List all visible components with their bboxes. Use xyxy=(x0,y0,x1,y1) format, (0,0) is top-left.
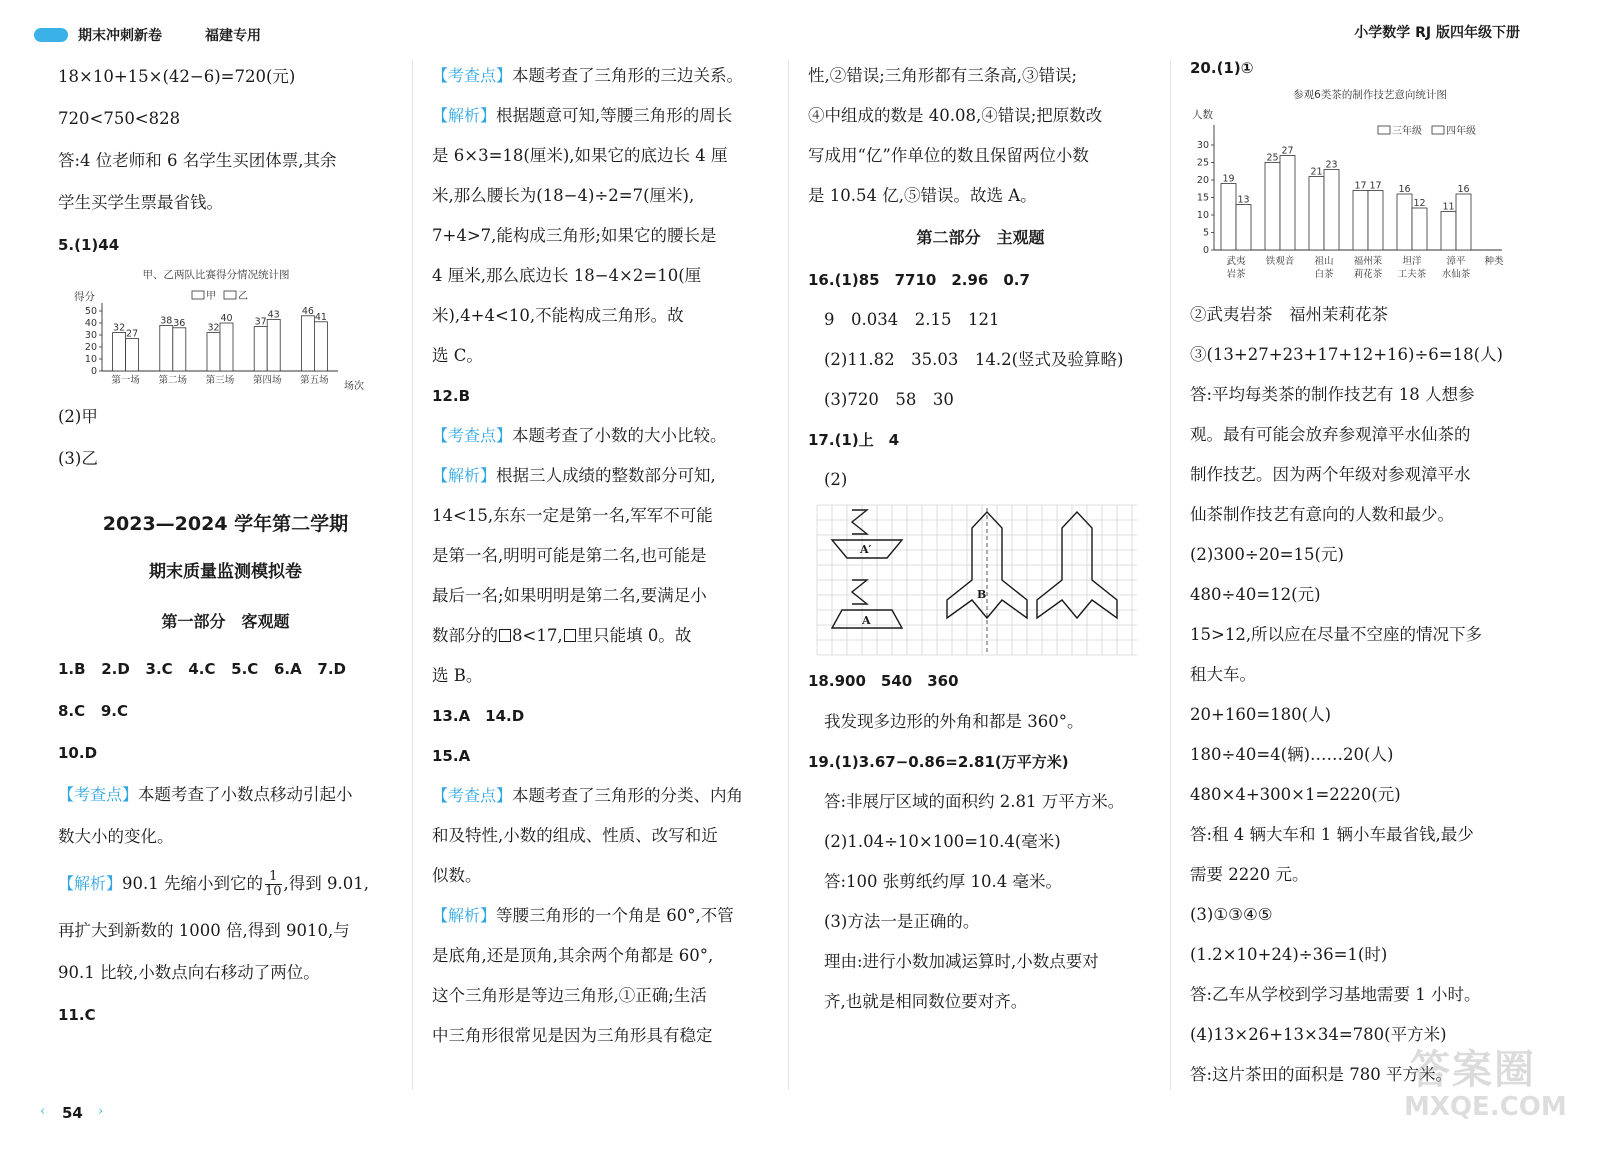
y-tick-label: 10 xyxy=(1196,210,1209,221)
text-line: 7+4>7,能构成三角形;如果它的腰长是 xyxy=(432,226,717,245)
column-2 xyxy=(432,56,772,1056)
y-tick-label: 20 xyxy=(1196,175,1209,186)
text-line: 480÷40=12(元) xyxy=(1190,585,1321,604)
data-label: 19 xyxy=(1222,173,1235,185)
text-line: (2)300÷20=15(元) xyxy=(1190,545,1344,564)
text-line: 是第一名,明明可能是第二名,也可能是 xyxy=(432,546,707,565)
text-line: (2) xyxy=(824,470,848,489)
bar-三年级 xyxy=(1353,191,1368,251)
category-label: 第五场 xyxy=(300,375,329,386)
question-5-2: (2)甲 xyxy=(58,407,98,426)
bar-甲 xyxy=(160,325,173,371)
text-line: 答:租 4 辆大车和 1 辆小车最省钱,最少 xyxy=(1190,825,1474,844)
text-line: 写成用“亿”作单位的数且保留两位小数 xyxy=(808,146,1089,165)
text-line: 选 B。 xyxy=(432,666,483,685)
data-label: 32 xyxy=(207,322,220,334)
tag-jiexi: 【解析】 xyxy=(58,874,123,893)
label-a-prime: A′ xyxy=(860,543,872,556)
y-tick-label: 25 xyxy=(1196,157,1209,169)
text-line: 90.1 比较,小数点向右移动了两位。 xyxy=(58,963,320,982)
answer: 9.C xyxy=(100,702,128,720)
watermark-url: MXQE.COM xyxy=(1404,1092,1567,1122)
data-label: 32 xyxy=(113,322,126,334)
category-label: 工夫茶 xyxy=(1397,269,1427,280)
bar-乙 xyxy=(220,323,233,371)
answer: 7.D xyxy=(317,660,347,678)
exam-name-title: 期末质量监测模拟卷 xyxy=(149,562,302,582)
text-line: 最后一名;如果明明是第二名,要满足小 xyxy=(432,586,707,605)
text-line: 理由:进行小数加减运算时,小数点要对 xyxy=(824,952,1099,971)
blank-box-icon xyxy=(499,629,511,642)
question-5: 5.(1)44 xyxy=(58,236,120,254)
text-line: 制作技艺。因为两个年级对参观漳平水 xyxy=(1190,465,1471,484)
answer: 8.C xyxy=(58,702,86,720)
bar-甲 xyxy=(207,333,220,371)
bar-乙 xyxy=(314,322,327,371)
data-label: 23 xyxy=(1325,159,1338,171)
category-label: 第一场 xyxy=(111,375,140,386)
text: 16.(1)85 7710 2.96 0.7 xyxy=(808,271,1030,289)
grid-figure xyxy=(812,500,1142,660)
watermark-text: 答案圈 xyxy=(1410,1047,1536,1093)
text-line xyxy=(432,776,772,816)
legend-swatch-jia xyxy=(192,291,204,299)
text: ,得到 9.01, xyxy=(283,874,370,893)
text-line xyxy=(432,616,772,656)
flag-shape-lower xyxy=(852,580,867,604)
text: 本题考查了三角形的三边关系。 xyxy=(512,66,744,85)
data-label: 16 xyxy=(1457,184,1470,195)
answer: 6.A xyxy=(274,660,302,678)
text-line xyxy=(58,774,393,816)
text-line: 再扩大到新数的 1000 倍,得到 9010,与 xyxy=(58,921,350,940)
question-17-1: 17.(1)上 4 xyxy=(808,431,900,449)
fraction-denominator: 10 xyxy=(265,884,282,899)
text-line: ②武夷岩茶 福州茉莉花茶 xyxy=(1190,305,1388,324)
text: 8<17, xyxy=(512,626,563,645)
bar-甲 xyxy=(301,316,314,371)
legend-label-yi: 乙 xyxy=(238,291,248,302)
label-b: B xyxy=(977,588,987,601)
score-bar-chart xyxy=(66,266,366,396)
part-2-title: 第二部分 主观题 xyxy=(916,228,1045,247)
column-divider xyxy=(788,60,789,1090)
legend-swatch-yi xyxy=(224,291,236,299)
data-label: 21 xyxy=(1310,166,1323,178)
category-label: 第三场 xyxy=(205,375,235,386)
text-line: 学生买学生票最省钱。 xyxy=(58,193,223,212)
text-line: 和及特性,小数的组成、性质、改写和近 xyxy=(432,826,718,845)
y-tick-label: 5 xyxy=(1202,227,1209,239)
answer: 5.C xyxy=(231,660,259,678)
text-line: 480×4+300×1=2220(元) xyxy=(1190,785,1401,804)
blank-box-icon xyxy=(564,629,576,642)
text-line: ③(13+27+23+17+12+16)÷6=18(人) xyxy=(1190,345,1503,364)
question-15: 15.A xyxy=(432,747,471,765)
data-label: 40 xyxy=(220,313,233,324)
question-12: 12.B xyxy=(432,387,471,405)
answers-row-1 xyxy=(58,648,393,690)
category-label: 坦洋 xyxy=(1402,256,1422,267)
tag-kaochadian: 【考查点】 xyxy=(432,426,513,445)
category-label: 水仙茶 xyxy=(1441,269,1471,280)
y-tick-label: 20 xyxy=(84,342,97,353)
answer: 2.D xyxy=(101,660,130,678)
text-line: 米,那么腰长为(18−4)÷2=7(厘米), xyxy=(432,186,695,205)
header-book-name: 小学数学 RJ 版四年级下册 xyxy=(1354,25,1520,41)
page-header xyxy=(0,22,1600,52)
fraction-numerator: 1 xyxy=(265,870,282,885)
next-page-icon: › xyxy=(98,1104,104,1119)
text-line: 数大小的变化。 xyxy=(58,827,174,846)
text-line: 中三角形很常见是因为三角形具有稳定 xyxy=(432,1026,713,1045)
text-line: 租大车。 xyxy=(1190,665,1256,684)
text-line: 答:这片茶田的面积是 780 平方米。 xyxy=(1190,1065,1453,1084)
text: 数部分的 xyxy=(432,626,498,645)
category-label: 铁观音 xyxy=(1265,256,1295,267)
text-line: 我发现多边形的外角和都是 360°。 xyxy=(824,712,1084,731)
question-16-1 xyxy=(808,260,1153,300)
data-label: 36 xyxy=(173,317,186,329)
page-number: 54 xyxy=(62,1104,83,1122)
flag-shape-upper xyxy=(852,510,867,534)
bar-四年级 xyxy=(1236,205,1251,251)
text-line: ④中组成的数是 40.08,④错误;把原数改 xyxy=(808,106,1103,125)
text: 根据题意可知,等腰三角形的周长 xyxy=(496,106,733,125)
text-line xyxy=(432,416,772,456)
y-tick-label: 10 xyxy=(84,354,97,365)
y-axis-label: 人数 xyxy=(1192,109,1213,121)
question-5-3: (3)乙 xyxy=(58,449,98,468)
bar-甲 xyxy=(113,333,126,371)
bar-乙 xyxy=(126,339,139,371)
bar-四年级 xyxy=(1368,191,1383,251)
fraction xyxy=(265,870,282,899)
text: 根据三人成绩的整数部分可知, xyxy=(496,466,716,485)
text-line: 这个三角形是等边三角形,①正确;生活 xyxy=(432,986,707,1005)
text-line: (3)①③④⑤ xyxy=(1190,905,1273,924)
data-label: 13 xyxy=(1237,194,1250,206)
bar-乙 xyxy=(173,328,186,371)
answer: 3.C xyxy=(145,660,173,678)
data-label: 38 xyxy=(160,315,173,327)
bar-三年级 xyxy=(1221,184,1236,251)
bar-四年级 xyxy=(1456,194,1471,250)
bar-乙 xyxy=(267,319,280,371)
text-line: (2)11.82 35.03 14.2(竖式及验算略) xyxy=(824,350,1124,369)
text-line xyxy=(432,896,772,936)
bar-三年级 xyxy=(1309,177,1324,251)
watermark-logo xyxy=(1400,1030,1567,1125)
category-label: 漳平 xyxy=(1446,256,1466,267)
data-label: 27 xyxy=(126,328,139,340)
text-line xyxy=(432,96,772,136)
data-label: 46 xyxy=(301,305,314,317)
data-label: 25 xyxy=(1266,152,1279,164)
text-line: 米),4+4<10,不能构成三角形。故 xyxy=(432,306,684,325)
column-4 xyxy=(1190,56,1540,1095)
data-label: 17 xyxy=(1354,180,1367,192)
y-tick-label: 30 xyxy=(1196,140,1209,151)
text-line: 答:100 张剪纸约厚 10.4 毫米。 xyxy=(824,872,1063,891)
chart-title: 甲、乙两队比赛得分情况统计图 xyxy=(142,269,290,281)
text-line: 180÷40=4(辆)……20(人) xyxy=(1190,745,1394,764)
column-divider xyxy=(412,60,413,1090)
answers-row-2 xyxy=(58,690,393,732)
text-line: 齐,也就是相同数位要对齐。 xyxy=(824,992,1028,1011)
category-label: 第二场 xyxy=(158,375,188,386)
text-line: 9 0.034 2.15 121 xyxy=(824,310,1000,329)
question-20-1: 20.(1)① xyxy=(1190,59,1254,77)
category-label: 祖山 xyxy=(1314,256,1334,267)
exam-year-title: 2023—2024 学年第二学期 xyxy=(102,513,349,535)
data-label: 43 xyxy=(267,309,280,321)
question-10: 10.D xyxy=(58,744,98,762)
bar-三年级 xyxy=(1265,163,1280,251)
text-line: 14<15,东东一定是第一名,军军不可能 xyxy=(432,506,713,525)
bar-四年级 xyxy=(1280,156,1295,251)
text-line: 是 6×3=18(厘米),如果它的底边长 4 厘 xyxy=(432,146,728,165)
text-line: 似数。 xyxy=(432,866,482,885)
category-label: 岩茶 xyxy=(1226,269,1246,280)
part-1-title: 第一部分 客观题 xyxy=(161,612,290,631)
text: 90.1 先缩小到它的 xyxy=(122,874,263,893)
text-line: 选 C。 xyxy=(432,346,483,365)
y-tick-label: 50 xyxy=(84,306,97,317)
data-label: 17 xyxy=(1369,180,1382,192)
text-line: (3)720 58 30 xyxy=(824,390,954,409)
text-line: 答:平均每类茶的制作技艺有 18 人想参 xyxy=(1190,385,1475,404)
text-line: (1.2×10+24)÷36=1(时) xyxy=(1190,945,1388,964)
legend-label-grade4: 四年级 xyxy=(1446,126,1476,137)
text-line: 答:非展厅区域的面积约 2.81 万平方米。 xyxy=(824,792,1125,811)
data-label: 27 xyxy=(1281,145,1294,157)
data-label: 37 xyxy=(254,316,267,328)
tag-jiexi: 【解析】 xyxy=(432,106,497,125)
legend-swatch-grade3 xyxy=(1378,126,1390,134)
text-line: 18×10+15×(42−6)=720(元) xyxy=(58,67,296,86)
legend-label-grade3: 三年级 xyxy=(1392,126,1422,137)
text-line: 答:乙车从学校到学习基地需要 1 小时。 xyxy=(1190,985,1481,1004)
question-18: 18.900 540 360 xyxy=(808,672,959,690)
y-axis-label: 得分 xyxy=(74,291,95,303)
y-tick-label: 30 xyxy=(84,330,97,341)
prev-page-icon: ‹ xyxy=(40,1104,46,1119)
text-line: 答:4 位老师和 6 名学生买团体票,其余 xyxy=(58,151,337,170)
category-label: 福州茉 xyxy=(1353,256,1383,267)
answer: 1.B xyxy=(58,660,86,678)
data-label: 41 xyxy=(314,311,327,323)
label-a: A xyxy=(862,614,871,627)
category-label: 第四场 xyxy=(252,375,282,386)
bar-四年级 xyxy=(1412,208,1427,250)
text-line: 4 厘米,那么底边长 18−4×2=10(厘 xyxy=(432,266,702,285)
tag-jiexi: 【解析】 xyxy=(432,466,497,485)
text-line: 仙茶制作技艺有意向的人数和最少。 xyxy=(1190,505,1454,524)
y-tick-label: 40 xyxy=(84,318,97,329)
text: 里只能填 0。故 xyxy=(576,626,692,645)
y-tick-label: 0 xyxy=(90,366,97,377)
question-13-14: 13.A 14.D xyxy=(432,707,525,725)
y-tick-label: 15 xyxy=(1196,192,1209,204)
y-tick-label: 0 xyxy=(1202,245,1209,256)
chart-title: 参观6类茶的制作技艺意向统计图 xyxy=(1293,89,1447,101)
text: 本题考查了小数的大小比较。 xyxy=(512,426,727,445)
bar-三年级 xyxy=(1441,212,1456,251)
question-11: 11.C xyxy=(58,1006,96,1024)
data-label: 12 xyxy=(1413,198,1426,209)
text-line: 观。最有可能会放弃参观漳平水仙茶的 xyxy=(1190,425,1471,444)
column-3 xyxy=(808,56,1153,1022)
text: 本题考查了三角形的分类、内角 xyxy=(512,786,744,805)
tag-kaochadian: 【考查点】 xyxy=(432,66,513,85)
legend-label-jia: 甲 xyxy=(206,291,216,302)
header-subtitle: 福建专用 xyxy=(205,28,261,44)
question-19-1: 19.(1)3.67−0.86=2.81(万平方米) xyxy=(808,753,1069,771)
category-label: 种类 xyxy=(1484,256,1504,267)
text-line: 是 10.54 亿,⑤错误。故选 A。 xyxy=(808,186,1037,205)
text-line xyxy=(432,456,772,496)
bar-四年级 xyxy=(1324,170,1339,251)
data-label: 16 xyxy=(1398,184,1411,195)
text-line: 720<750<828 xyxy=(58,109,181,128)
text-line xyxy=(432,56,772,96)
text-line: 20+160=180(人) xyxy=(1190,705,1332,724)
text: 等腰三角形的一个角是 60°,不管 xyxy=(496,906,734,925)
bar-三年级 xyxy=(1397,194,1412,250)
category-label: 白茶 xyxy=(1314,269,1334,280)
header-badge xyxy=(34,28,68,42)
column-divider xyxy=(1170,60,1171,1090)
text-line: 15>12,所以应在尽量不空座的情况下多 xyxy=(1190,625,1483,644)
column-1 xyxy=(58,56,393,1036)
tag-kaochadian: 【考查点】 xyxy=(58,785,139,804)
tea-bar-chart xyxy=(1190,80,1520,295)
bar-甲 xyxy=(254,327,267,371)
text-line xyxy=(58,858,393,910)
text-line: 是底角,还是顶角,其余两个角都是 60°, xyxy=(432,946,714,965)
tag-jiexi: 【解析】 xyxy=(432,906,497,925)
text-line: (3)方法一是正确的。 xyxy=(824,912,980,931)
data-label: 11 xyxy=(1442,201,1455,213)
x-axis-label: 场次 xyxy=(344,381,364,392)
text-line: (2)1.04÷10×100=10.4(毫米) xyxy=(824,832,1061,851)
answer: 4.C xyxy=(188,660,216,678)
text-line: (4)13×26+13×34=780(平方米) xyxy=(1190,1025,1447,1044)
tag-kaochadian: 【考查点】 xyxy=(432,786,513,805)
text: 本题考查了小数点移动引起小 xyxy=(138,785,353,804)
category-label: 莉花茶 xyxy=(1353,269,1383,280)
category-label: 武夷 xyxy=(1226,256,1246,267)
header-title: 期末冲刺新卷 xyxy=(78,28,162,44)
text-line: 性,②错误;三角形都有三条高,③错误; xyxy=(808,66,1078,85)
legend-swatch-grade4 xyxy=(1432,126,1444,134)
text-line: 需要 2220 元。 xyxy=(1190,865,1309,884)
